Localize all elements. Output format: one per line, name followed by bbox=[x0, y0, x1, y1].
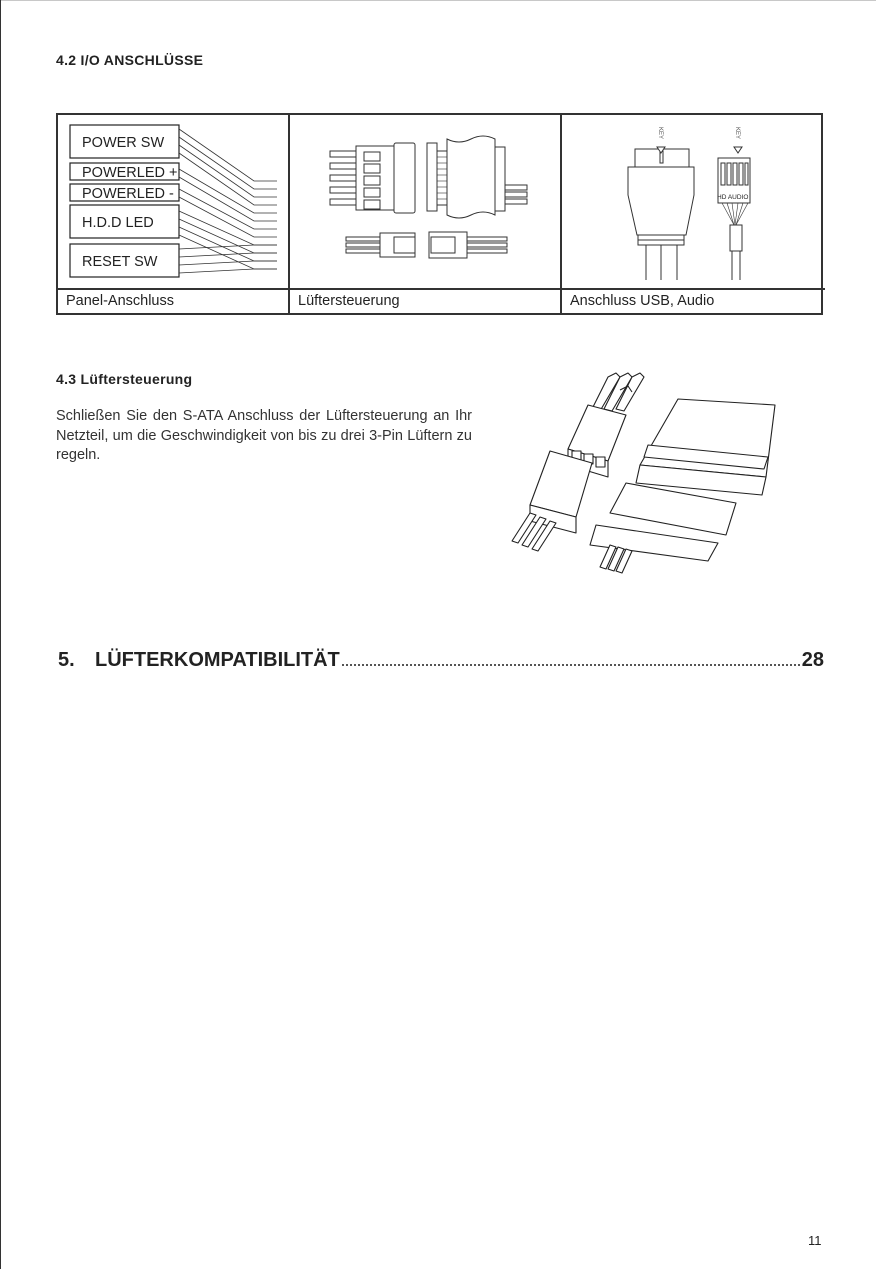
caption-usb-audio: Anschluss USB, Audio bbox=[562, 288, 825, 315]
io-connectors-table bbox=[56, 113, 823, 315]
page-top-edge bbox=[0, 0, 876, 1]
hd-audio-connector bbox=[718, 158, 750, 280]
sata-male-iso bbox=[590, 483, 736, 573]
panel-connector-diagram bbox=[58, 115, 288, 288]
fan-controller-cell bbox=[290, 115, 562, 288]
label-powerled-plus: POWERLED + bbox=[82, 165, 178, 181]
hd-audio-label: HD AUDIO bbox=[717, 194, 749, 201]
panel-connector-cell bbox=[58, 115, 290, 288]
sata-female-iso bbox=[620, 386, 775, 495]
toc-entry-title: LÜFTERKOMPATIBILITÄT bbox=[95, 649, 340, 671]
page-number: 11 bbox=[808, 1233, 822, 1248]
caption-fan-controller: Lüftersteuerung bbox=[290, 288, 562, 315]
usb-header-connector bbox=[628, 149, 694, 280]
sata-power-female-connector bbox=[330, 143, 415, 213]
three-pin-male-iso bbox=[512, 451, 592, 551]
section-heading-io: 4.2 I/O ANSCHLÜSSE bbox=[56, 52, 204, 68]
section-heading-fan-control: 4.3 Lüftersteuerung bbox=[56, 371, 193, 387]
label-power-sw: POWER SW bbox=[82, 135, 165, 151]
label-hdd-led: H.D.D LED bbox=[82, 215, 154, 231]
fan-control-paragraph: Schließen Sie den S-ATA Anschluss der Lüftersteuerung an Ihr Netzteil, um die Geschwindigkeit von bis zu drei 3-Pin Lüftern zu regeln. bbox=[56, 408, 472, 463]
usb-audio-diagram bbox=[562, 115, 824, 288]
caption-panel-connector: Panel-Anschluss bbox=[58, 288, 290, 315]
audio-key-arrow-icon bbox=[734, 147, 742, 153]
audio-key-label: KEY bbox=[734, 127, 740, 140]
panel-wires bbox=[179, 129, 277, 273]
label-powerled-minus: POWERLED - bbox=[82, 186, 174, 202]
label-reset-sw: RESET SW bbox=[82, 254, 158, 270]
fan-controller-diagram bbox=[290, 115, 560, 288]
three-pin-fan-connectors bbox=[346, 232, 507, 258]
toc-entry-page: 28 bbox=[801, 649, 824, 671]
usb-audio-cell bbox=[562, 115, 825, 288]
toc-entry-fan-compatibility[interactable] bbox=[58, 646, 824, 672]
usb-key-label: KEY bbox=[657, 127, 663, 140]
toc-entry-number: 5. bbox=[58, 649, 75, 671]
sata-power-male-connector bbox=[427, 136, 527, 218]
fan-controller-illustration bbox=[500, 365, 790, 580]
page-left-edge bbox=[0, 0, 1, 1269]
toc-leader-dots bbox=[342, 664, 800, 666]
